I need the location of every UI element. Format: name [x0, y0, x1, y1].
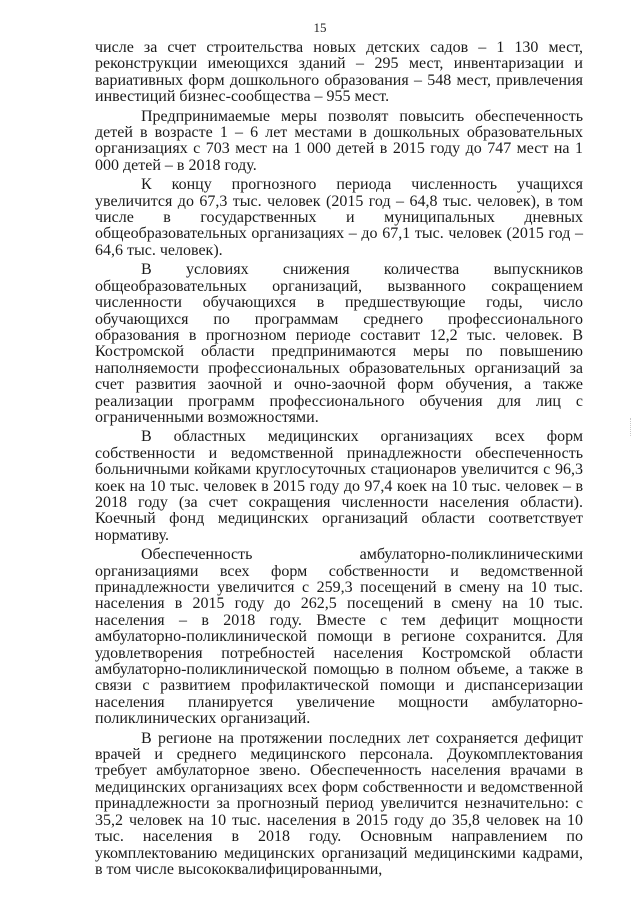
scan-margin-mark	[630, 418, 634, 436]
paragraph: В условиях снижения количества выпускников общеобразовательных организаций, вызванного сокращением численности обучающихся в предшествующие годы, число обучающихся по программам среднего профессионального образования в прогнозном периоде составит 12,2 тыс. человек. В Костромской области предпринимаются меры по повышению наполняемости профессиональных образовательных организаций за счет развития заочной и очно-заочной форм обучения, а также реализации программ профессионального обучения для лиц с ограниченными возможностями.	[95, 261, 583, 426]
paragraph: В областных медицинских организациях всех форм собственности и ведомственной принадлежности обеспеченность больничными койками круглосуточных стационаров увеличится с 96,3 коек на 10 тыс. человек в 2015 году до 97,4 коек на 10 тыс. человек – в 2018 году (за счет сокращения численности населения области). Коечный фонд медицинских организаций области соответствует нормативу.	[95, 428, 583, 544]
document-body	[95, 40, 583, 881]
page-number: 15	[313, 20, 327, 35]
paragraph: В регионе на протяжении последних лет сохраняется дефицит врачей и среднего медицинского персонала. Доукомплектования требует амбулаторное звено. Обеспеченность населения врачами в медицинских организациях всех форм собственности и ведомственной принадлежности за прогнозный период увеличится незначительно: с 35,2 человек на 10 тыс. населения в 2015 году до 35,8 человек на 10 тыс. населения в 2018 году. Основным направлением по укомплектованию медицинских организаций медицинскими кадрами, в том числе высококвалифицированными,	[95, 729, 583, 878]
paragraph: числе за счет строительства новых детских садов – 1 130 мест, реконструкции имеющихся зданий – 295 мест, инвентаризации и вариативных форм дошкольного образования – 548 мест, привлечения инвестиций бизнес-сообщества – 955 мест.	[95, 39, 583, 106]
paragraph: К концу прогнозного периода численность учащихся увеличится до 67,3 тыс. человек (2015 год – 64,8 тыс. человек), в том числе в государственных и муниципальных дневных общеобразовательных организациях – до 67,1 тыс. человек (2015 год – 64,6 тыс. человек).	[95, 176, 583, 259]
paragraph: Предпринимаемые меры позволят повысить обеспеченность детей в возрасте 1 – 6 лет местами в дошкольных образовательных организациях с 703 мест на 1 000 детей в 2015 году до 747 мест на 1 000 детей – в 2018 году.	[95, 107, 583, 174]
paragraph: Обеспеченность амбулаторно-поликлиническими организациями всех форм собственности и ведомственной принадлежности увеличится с 259,3 посещений в смену на 10 тыс. населения в 2015 году до 262,5 посещений в смену на 10 тыс. населения – в 2018 году. Вместе с тем дефицит мощности амбулаторно-поликлинической помощи в регионе сохранится. Для удовлетворения потребностей населения Костромской области амбулаторно-поликлинической помощью в полном объеме, а также в связи с развитием профилактической помощи и диспансеризации населения планируется увеличение мощности амбулаторно-поликлинических организаций.	[95, 546, 583, 728]
